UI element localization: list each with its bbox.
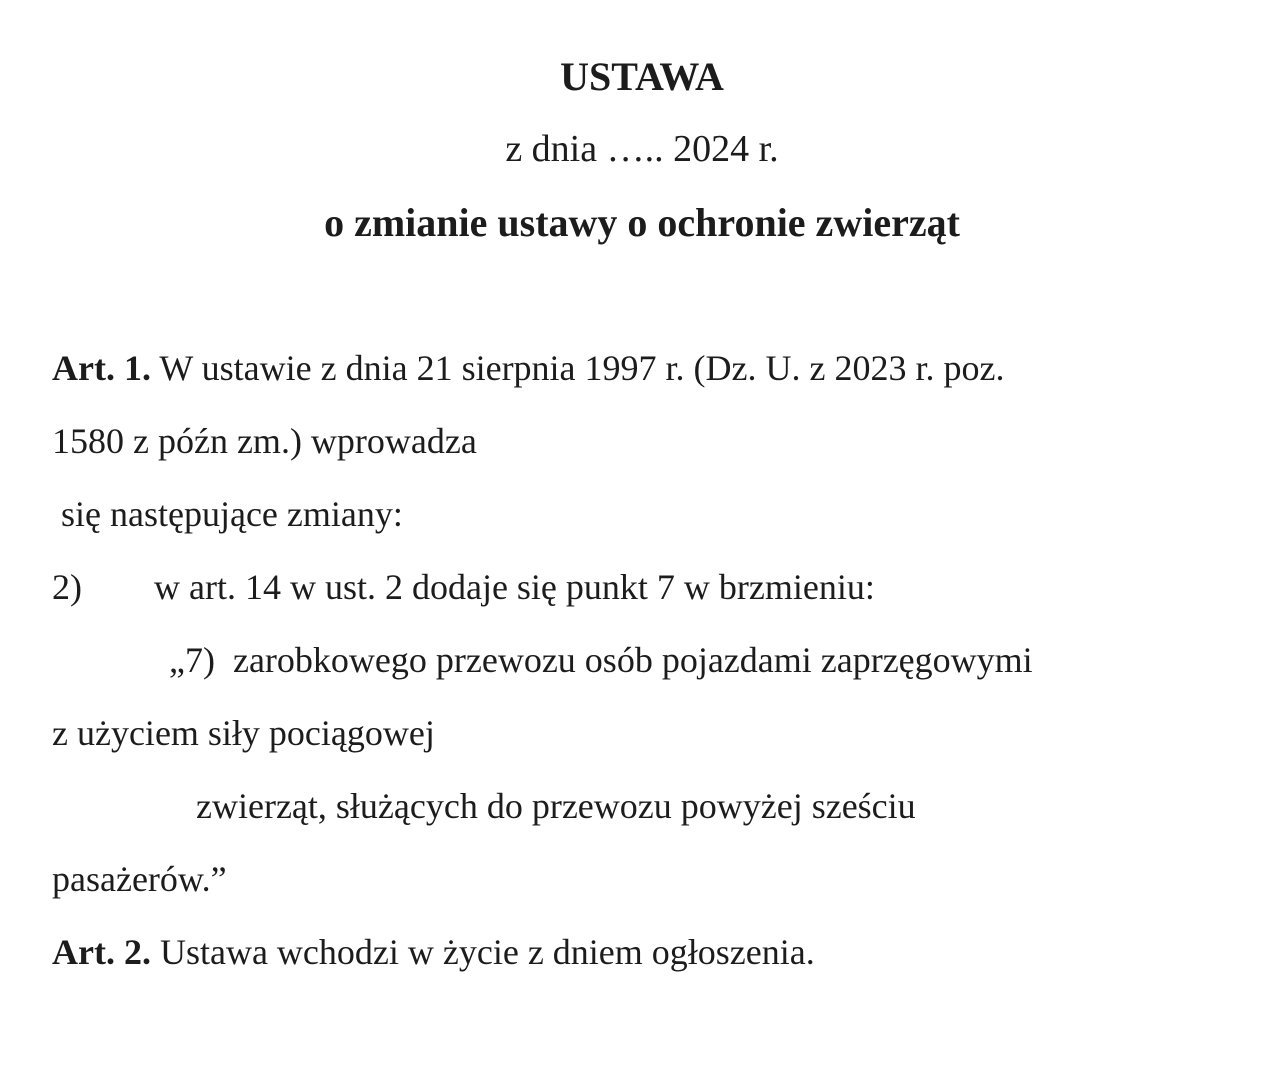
body-line-point-2 bbox=[52, 551, 1232, 624]
document-heading bbox=[52, 40, 1232, 259]
body-line-point-7-continuation-1 bbox=[52, 697, 1232, 770]
point-2-text: 2) w art. 14 w ust. 2 dodaje się punkt 7 w brzmieniu: bbox=[52, 567, 875, 607]
article-2-text: Ustawa wchodzi w życie z dniem ogłoszenia. bbox=[150, 932, 815, 972]
point-7-text: „7) zarobkowego przewozu osób pojazdami zaprzęgowymi bbox=[52, 640, 1033, 680]
body-line-article-2 bbox=[52, 916, 1232, 989]
body-line-continuation-2 bbox=[52, 478, 1232, 551]
point-7-continuation-text: zwierząt, służących do przewozu powyżej sześciu bbox=[52, 786, 916, 826]
point-7-continuation-text: z użyciem siły pociągowej bbox=[52, 713, 435, 753]
body-line-point-7-continuation-3 bbox=[52, 843, 1232, 916]
article-1-label: Art. 1. bbox=[52, 348, 151, 388]
article-1-text: W ustawie z dnia 21 sierpnia 1997 r. (Dz. U. z 2023 r. poz. bbox=[150, 348, 1005, 388]
document-date-line: z dnia ….. 2024 r. bbox=[505, 128, 779, 170]
body-line-article-1 bbox=[52, 332, 1232, 405]
body-line-point-7-continuation-2 bbox=[52, 770, 1232, 843]
document-title: USTAWA bbox=[560, 54, 724, 99]
body-line-text: 1580 z późn zm.) wprowadza bbox=[52, 421, 477, 461]
body-line-text: się następujące zmiany: bbox=[52, 494, 403, 534]
document-subtitle: o zmianie ustawy o ochronie zwierząt bbox=[324, 200, 960, 245]
body-line-continuation-1 bbox=[52, 405, 1232, 478]
point-7-continuation-text: pasażerów.” bbox=[52, 859, 227, 899]
article-2-label: Art. 2. bbox=[52, 932, 151, 972]
body-line-point-7 bbox=[52, 624, 1232, 697]
heading-body-gap bbox=[52, 259, 1232, 332]
document-body bbox=[52, 332, 1232, 989]
